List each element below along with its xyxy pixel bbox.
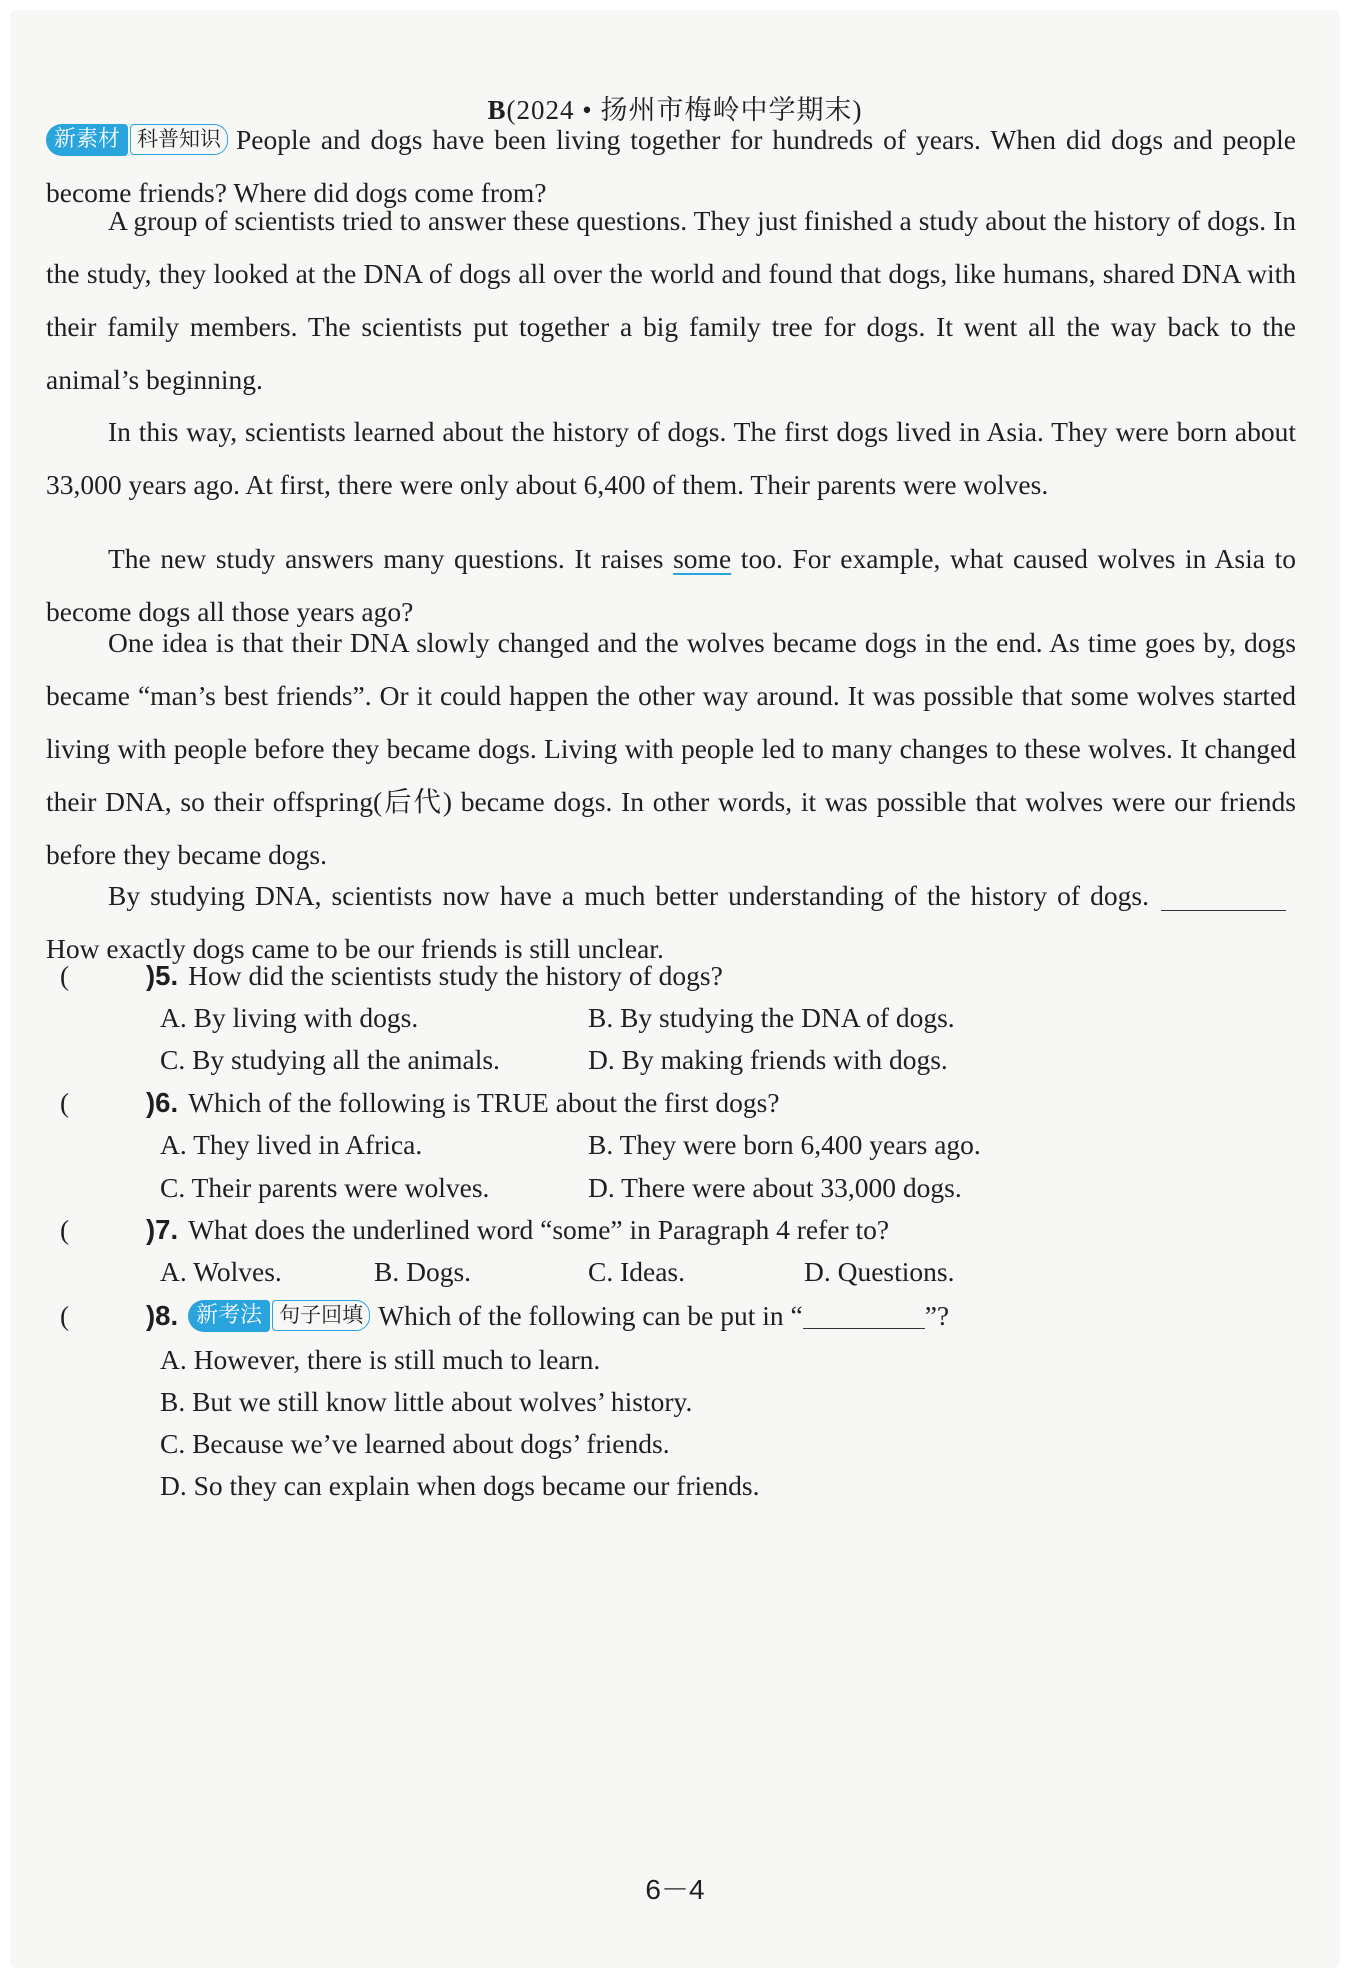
- q7-option-c[interactable]: C. Ideas.: [588, 1256, 685, 1287]
- q7-option-a[interactable]: A. Wolves.: [160, 1256, 282, 1287]
- section-source: (2024 • 扬州市梅岭中学期末): [506, 95, 863, 125]
- answer-paren[interactable]: (: [60, 1300, 70, 1331]
- question-number: )6.: [146, 1087, 179, 1118]
- q6-option-d[interactable]: D. There were about 33,000 dogs.: [588, 1172, 962, 1203]
- question-stem: How did the scientists study the history of dogs?: [188, 960, 723, 991]
- paragraph-6-text-b: How exactly dogs came to be our friends is still unclear.: [46, 933, 664, 964]
- question-6: [60, 1083, 1310, 1123]
- q5-option-a[interactable]: A. By living with dogs.: [160, 1002, 419, 1033]
- q8-option-a[interactable]: A. However, there is still much to learn.: [160, 1344, 601, 1375]
- answer-blank[interactable]: [1161, 890, 1286, 911]
- question-stem: Which of the following is TRUE about the first dogs?: [188, 1087, 780, 1118]
- new-material-badge: 新素材: [46, 124, 128, 156]
- q6-option-a[interactable]: A. They lived in Africa.: [160, 1129, 423, 1160]
- answer-paren[interactable]: (: [60, 1087, 70, 1118]
- q5-option-c[interactable]: C. By studying all the animals.: [160, 1044, 500, 1075]
- passage-paragraph-3: In this way, scientists learned about the history of dogs. The first dogs lived in Asia. They were born about 33,000 years ago. At first, there were only about 6,400 of them. Their parents were wolves.: [46, 416, 1296, 500]
- question-number: )5.: [146, 960, 179, 991]
- page-number: 6－4: [645, 1874, 705, 1905]
- paragraph-6-text-a: By studying DNA, scientists now have a much better understanding of the history of dogs.: [108, 880, 1149, 911]
- question-stem-b: ”?: [924, 1300, 950, 1331]
- section-label: B: [487, 95, 507, 125]
- passage-paragraph-5: One idea is that their DNA slowly changed and the wolves became dogs in the end. As time goes by, dogs became “man’s best friends”. Or it could happen the other way around. It was possible that some wolves started living with people before they became dogs. Living with people led to many changes to these wolves. It changed their DNA, so their offspring(后代) became dogs. In other words, it was possible that wolves were our friends before they became dogs.: [46, 627, 1296, 870]
- question-number: )7.: [146, 1214, 179, 1245]
- question-stem-a: Which of the following can be put in “: [378, 1300, 803, 1331]
- worksheet-page: [10, 10, 1340, 1968]
- paragraph-1-text: People and dogs have been living together for hundreds of years. When did dogs and people become friends? Where did dogs come from?: [46, 124, 1296, 208]
- question-stem: What does the underlined word “some” in Paragraph 4 refer to?: [188, 1214, 890, 1245]
- q6-option-b[interactable]: B. They were born 6,400 years ago.: [588, 1129, 981, 1160]
- q8-option-d[interactable]: D. So they can explain when dogs became our friends.: [160, 1470, 760, 1501]
- q5-option-d[interactable]: D. By making friends with dogs.: [588, 1044, 948, 1075]
- new-method-badge: 新考法: [188, 1300, 270, 1332]
- q5-option-b[interactable]: B. By studying the DNA of dogs.: [588, 1002, 955, 1033]
- question-8: [60, 1296, 1310, 1336]
- passage-paragraph-2: A group of scientists tried to answer these questions. They just finished a study about the history of dogs. In the study, they looked at the DNA of dogs all over the world and found that dogs, like humans, shared DNA with their family members. The scientists put together a big family tree for dogs. It went all the way back to the animal’s beginning.: [46, 205, 1296, 395]
- question-number: )8.: [146, 1300, 179, 1331]
- paragraph-4-text-b: too. For example, what caused wolves in Asia to become dogs all those years ago?: [46, 543, 1296, 627]
- underlined-word: some: [673, 543, 732, 574]
- q7-option-b[interactable]: B. Dogs.: [374, 1256, 472, 1287]
- paragraph-4-text-a: The new study answers many questions. It raises: [108, 543, 674, 574]
- question-5: [60, 956, 1310, 996]
- q6-option-c[interactable]: C. Their parents were wolves.: [160, 1172, 490, 1203]
- q8-option-c[interactable]: C. Because we’ve learned about dogs’ friends.: [160, 1428, 670, 1459]
- answer-paren[interactable]: (: [60, 1214, 70, 1245]
- answer-paren[interactable]: (: [60, 960, 70, 991]
- sentence-fill-label: 句子回填: [272, 1300, 370, 1331]
- science-label: 科普知识: [130, 124, 228, 155]
- q8-option-b[interactable]: B. But we still know little about wolves’ history.: [160, 1386, 693, 1417]
- quoted-blank: [803, 1306, 925, 1329]
- q7-option-d[interactable]: D. Questions.: [804, 1256, 955, 1287]
- question-7: [60, 1210, 1310, 1250]
